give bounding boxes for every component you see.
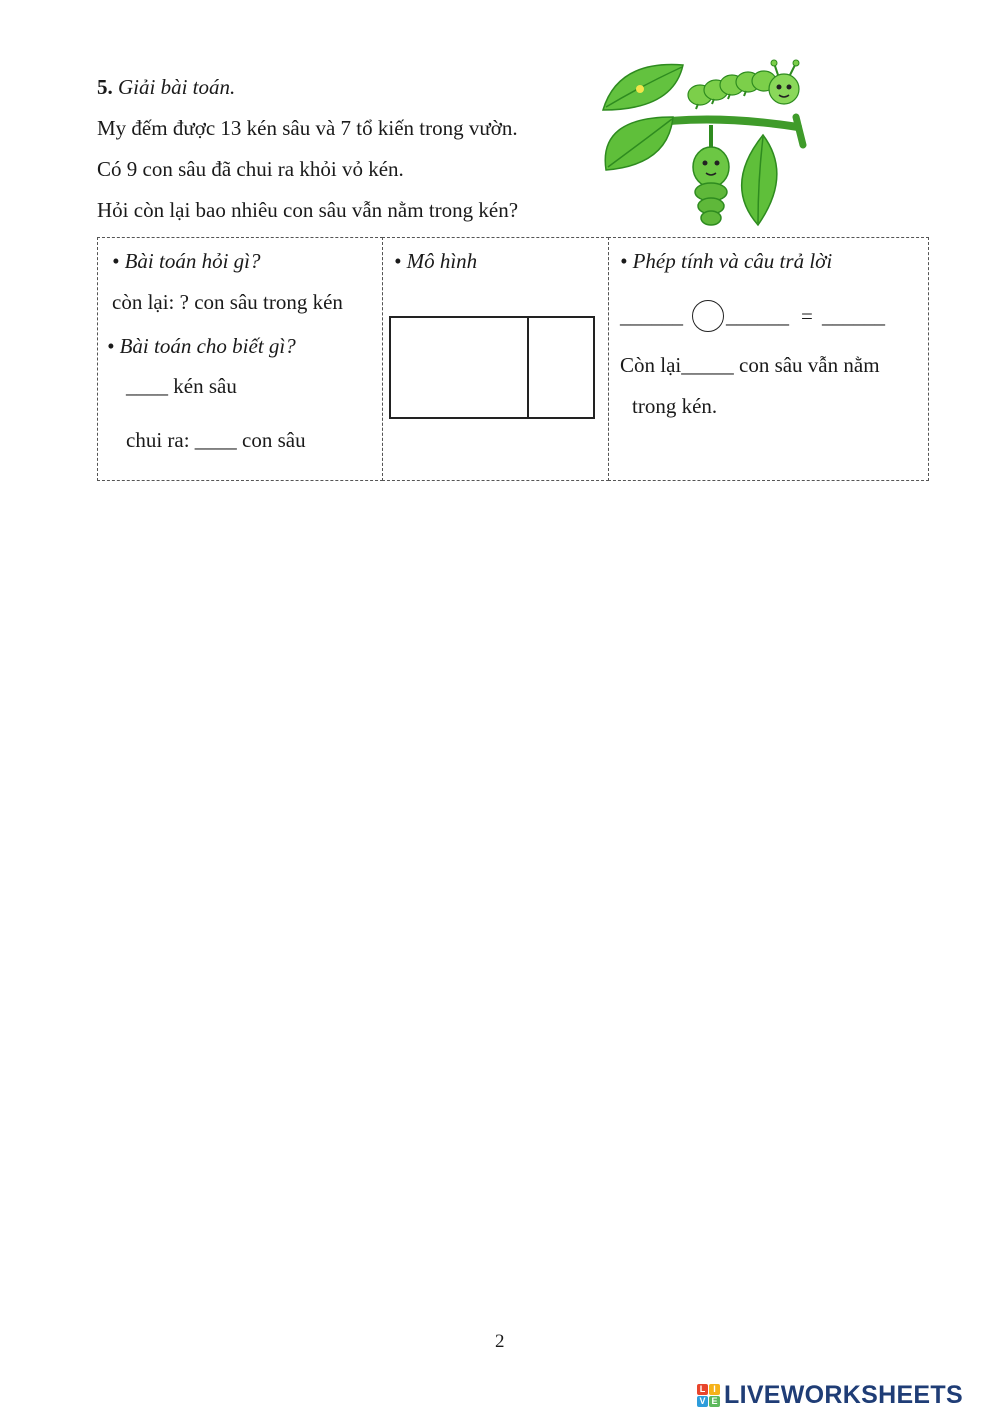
caterpillar-illustration <box>598 55 808 230</box>
bar-model[interactable] <box>389 316 595 419</box>
problem-line-1: My đếm được 13 kén sâu và 7 tổ kiến trong vườn. <box>97 116 518 140</box>
bar-model-divider <box>527 318 529 417</box>
logo-text: LIVEWORKSHEETS <box>724 1380 963 1409</box>
question-heading: • Bài toán hỏi gì? <box>112 249 261 273</box>
problem-number: 5. <box>97 75 113 99</box>
cocoon-icon <box>693 147 729 225</box>
calc-blank-a[interactable]: ______ <box>620 304 683 328</box>
answer-sentence-2: trong kén. <box>632 394 718 418</box>
liveworksheets-logo <box>697 1380 963 1410</box>
problem-line-2: Có 9 con sâu đã chui ra khỏi vỏ kén. <box>97 157 404 181</box>
calc-equals: = <box>801 304 813 328</box>
page-number: 2 <box>495 1331 505 1352</box>
logo-block: V <box>697 1396 708 1407</box>
problem-title: Giải bài toán. <box>118 75 236 99</box>
logo-block: L <box>697 1384 708 1395</box>
question-answer: còn lại: ? con sâu trong kén <box>112 290 343 314</box>
calc-blank-c[interactable]: ______ <box>822 304 885 328</box>
given-cocoons[interactable]: ____ kén sâu <box>126 374 237 398</box>
answer-sentence-1[interactable]: Còn lại_____ con sâu vẫn nằm <box>620 353 880 377</box>
logo-blocks-icon <box>697 1384 720 1407</box>
given-heading: • Bài toán cho biết gì? <box>107 334 296 358</box>
problem-line-3: Hỏi còn lại bao nhiêu con sâu vẫn nằm trong kén? <box>97 198 519 222</box>
caterpillar-icon <box>688 60 799 109</box>
given-hatched[interactable]: chui ra: ____ con sâu <box>126 428 306 452</box>
logo-block: I <box>709 1384 720 1395</box>
egg-icon <box>636 85 644 93</box>
calc-blank-b[interactable]: ______ <box>726 304 789 328</box>
model-heading: • Mô hình <box>394 249 478 273</box>
operator-circle[interactable] <box>692 300 724 332</box>
calc-heading: • Phép tính và câu trả lời <box>620 249 833 273</box>
problem-heading <box>97 75 235 99</box>
branch-stub <box>796 117 803 145</box>
logo-block: E <box>709 1396 720 1407</box>
